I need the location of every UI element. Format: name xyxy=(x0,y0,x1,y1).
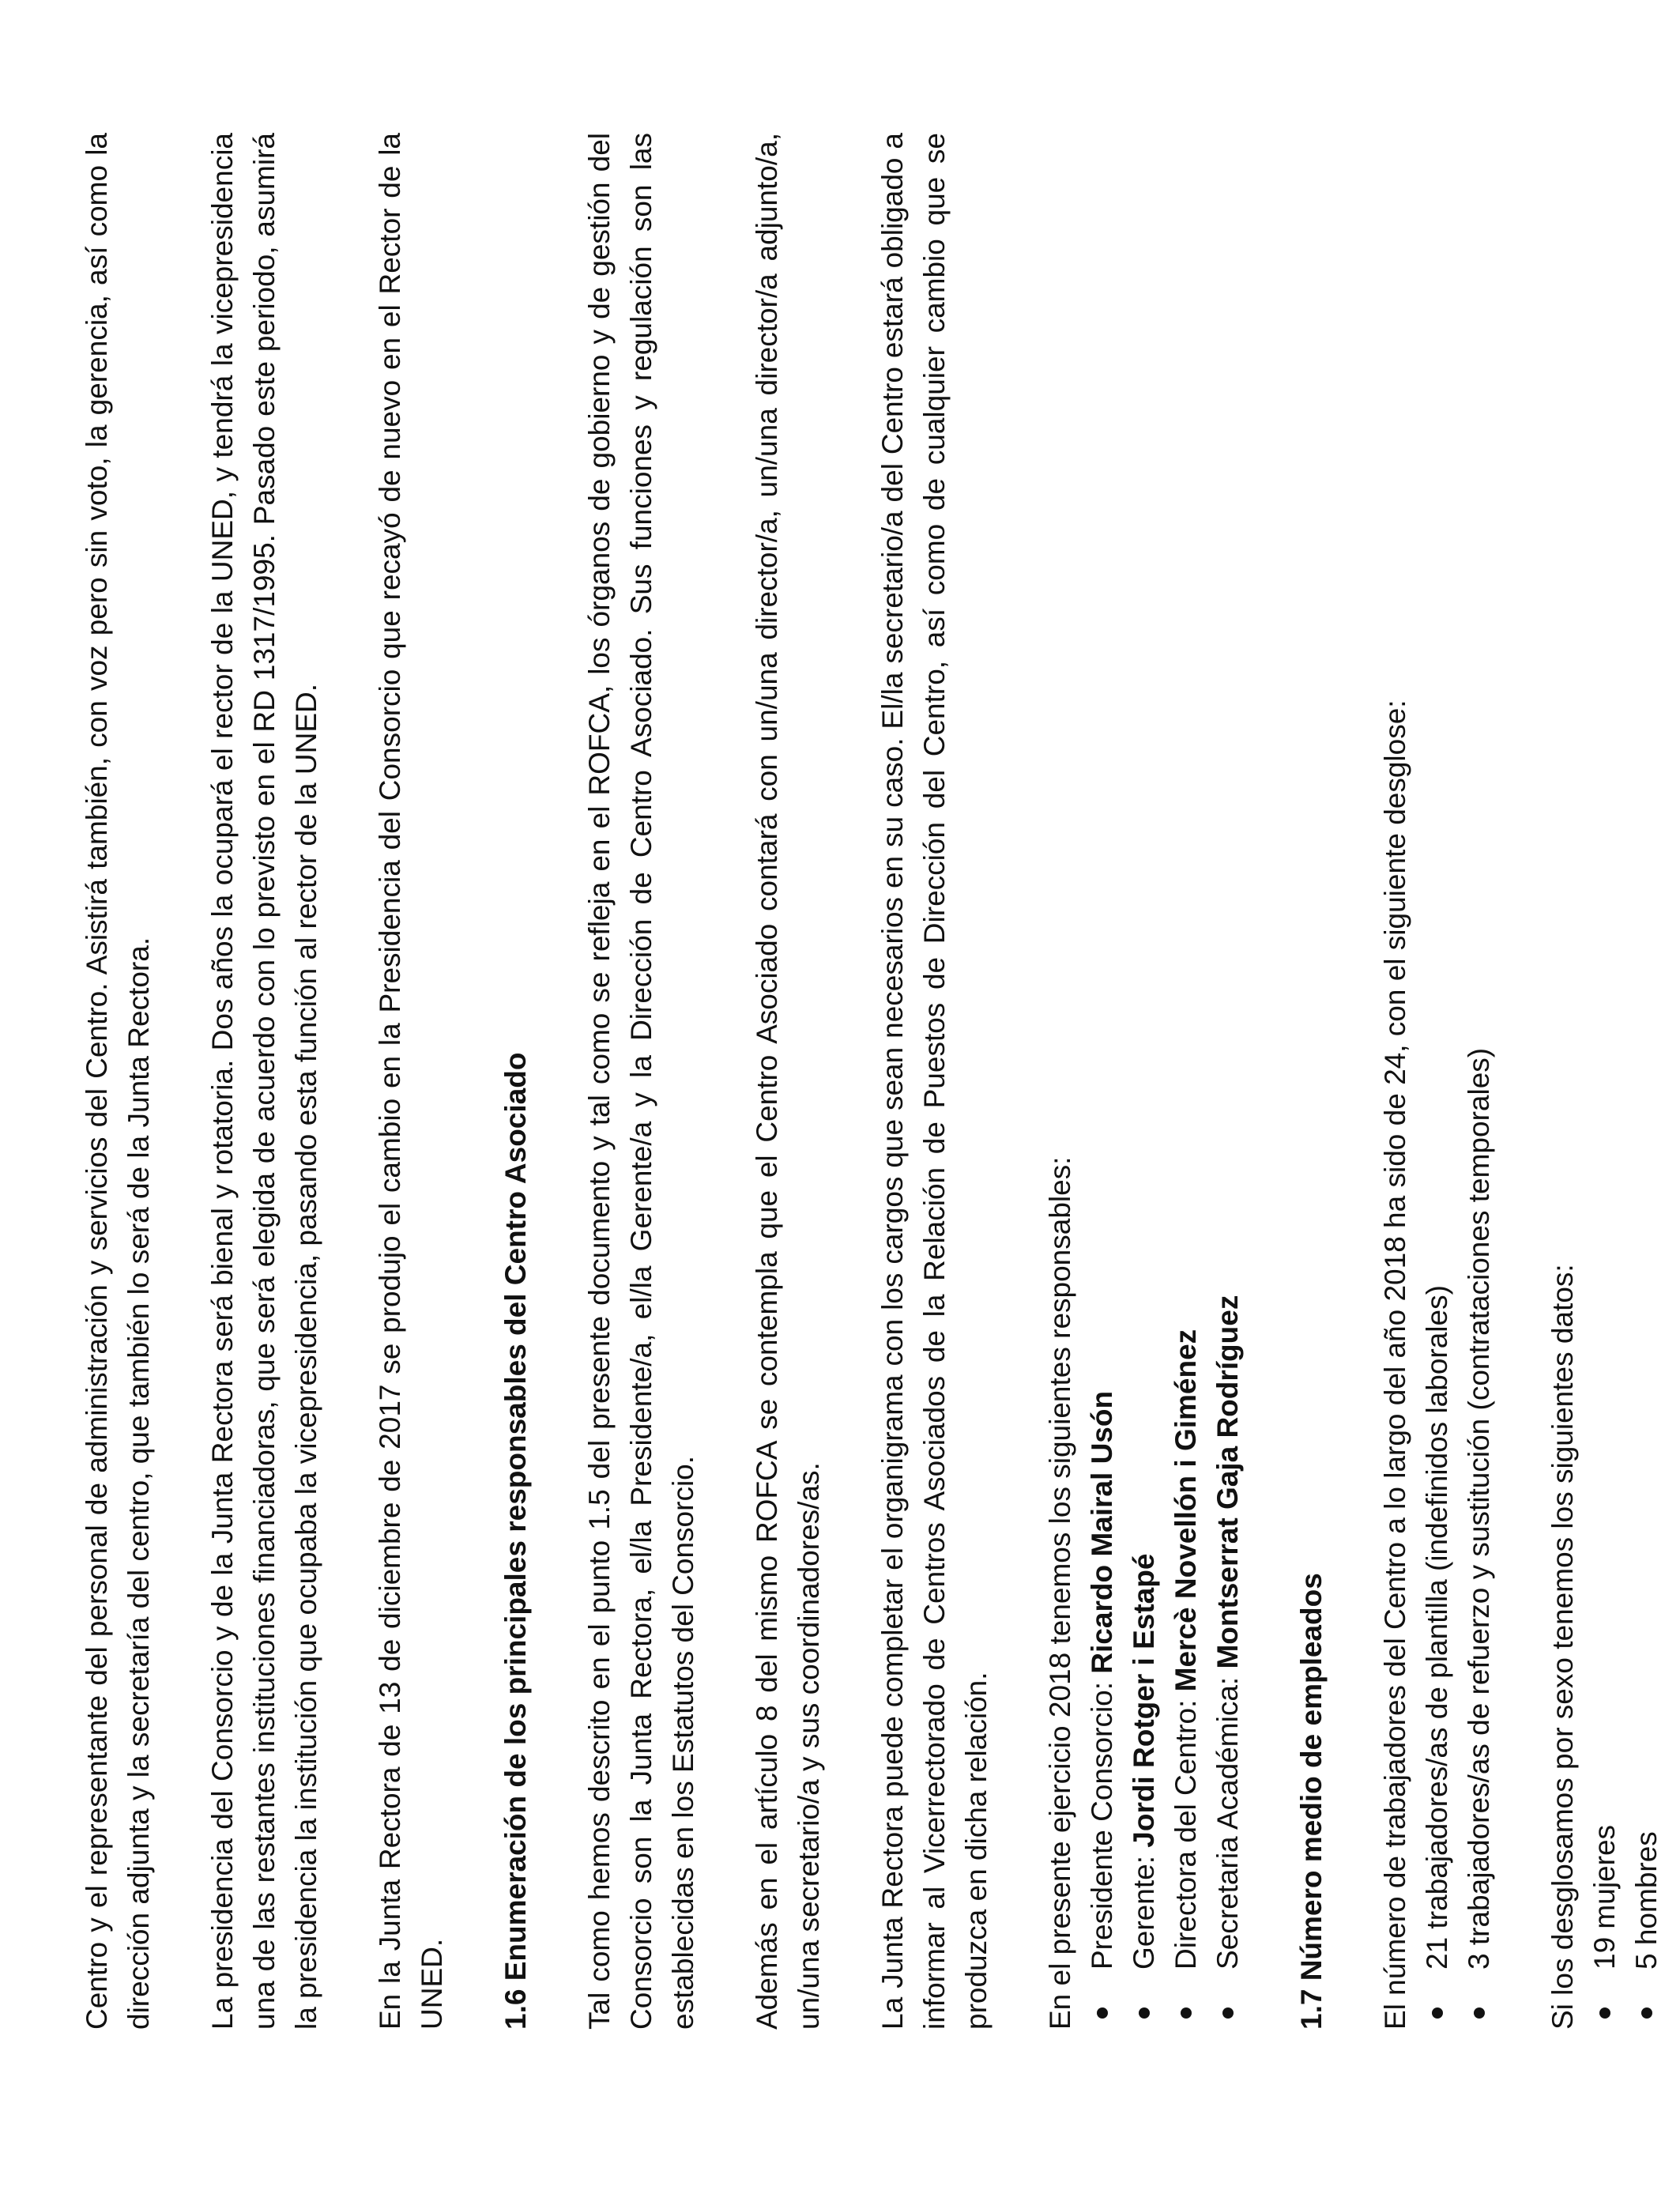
paragraph-articulo-8: Además en el artículo 8 del mismo ROFCA se contempla que el Centro Asociado contará con un/una director/a, un/una director/a adjunto/a, un/una secretario/a y sus coordinadores/as. xyxy=(751,133,825,2030)
responsable-role: Gerente: xyxy=(1128,1847,1160,1970)
responsable-name: Ricardo Mairal Usón xyxy=(1086,1390,1118,1674)
paragraph-organigrama: La Junta Rectora puede completar el organigrama con los cargos que sean necesarios en su caso. El/la secretario/a del Centro estará obligado a informar al Vicerrectorado de Centros Asociados de la Relación de Puestos de Dirección del Centro, así como de cualquier cambio que se produzca en dicha relación. xyxy=(876,133,993,2030)
list-item xyxy=(1081,133,1123,2030)
paragraph-cambio-presidencia: En la Junta Rectora de 13 de diciembre de 2017 se produjo el cambio en la Presidencia del Consorcio que recayó de nuevo en el Rector de la UNED. xyxy=(374,133,448,2030)
paragraph-consorcio-asistentes: Centro y el representante del personal de administración y servicios del Centro. Asistirá también, con voz pero sin voto, la gerencia, así como la dirección adjunta y la secretaría del centro, que también lo será de la Junta Rectora. xyxy=(81,133,155,2030)
list-item xyxy=(1165,133,1207,2030)
list-item: 3 trabajadores/as de refuerzo y sustitución (contrataciones temporales) xyxy=(1458,133,1500,2030)
responsable-role: Directora del Centro: xyxy=(1170,1691,1202,1970)
paragraph-empleados-intro: El número de trabajadores del Centro a lo largo del año 2018 ha sido de 24, con el siguiente desglose: xyxy=(1379,699,1411,2030)
responsable-role: Secretaria Académica: xyxy=(1211,1668,1244,1970)
list-item: 19 mujeres xyxy=(1584,133,1625,2030)
responsable-role: Presidente Consorcio: xyxy=(1086,1673,1118,1970)
section-heading-1-6: 1.6 Enumeración de los principales responsables del Centro Asociado xyxy=(499,1052,532,2030)
list-item: 5 hombres xyxy=(1625,133,1667,2030)
responsable-name: Mercè Novellón i Giménez xyxy=(1170,1329,1202,1692)
document-body xyxy=(76,133,1667,2030)
desglose-list xyxy=(1416,133,1500,2030)
list-item: 21 trabajadores/as de plantilla (indefinidos laborales) xyxy=(1416,133,1458,2030)
paragraph-responsables-intro: En el presente ejercicio 2018 tenemos los siguientes responsables: xyxy=(1044,1156,1076,2030)
responsables-list xyxy=(1081,133,1249,2030)
responsable-name: Montserrat Gaja Rodríguez xyxy=(1211,1295,1244,1669)
section-heading-1-7: 1.7 Número medio de empleados xyxy=(1295,1573,1328,2030)
paragraph-sexo-intro: Si los desglosamos por sexo tenemos los siguientes datos: xyxy=(1546,1264,1579,2030)
list-item xyxy=(1123,133,1165,2030)
paragraph-presidencia-rotatoria: La presidencia del Consorcio y de la Junta Rectora será bienal y rotatoria. Dos años la ocupará el rector de la UNED, y tendrá la vicepresidencia una de las restantes instituciones financiadoras, que será elegida de acuerdo con lo previsto en el RD 1317/1995. Pasado este periodo, asumirá la presidencia la institución que ocupaba la vicepresidencia, pasando esta función al rector de la UNED. xyxy=(206,133,322,2030)
paragraph-organos-gobierno: Tal como hemos descrito en el punto 1.5 del presente documento y tal como se refleja en el ROFCA, los órganos de gobierno y de gestión del Consorcio son la Junta Rectora, el/la Presidente/a, el/la Gerente/a y la Dirección de Centro Asociado. Sus funciones y regulación son las establecidas en los Estatutos del Consorcio. xyxy=(583,133,699,2030)
responsable-name: Jordi Rotger i Estapé xyxy=(1128,1553,1160,1848)
sexo-list xyxy=(1584,133,1667,2030)
list-item xyxy=(1207,133,1249,2030)
